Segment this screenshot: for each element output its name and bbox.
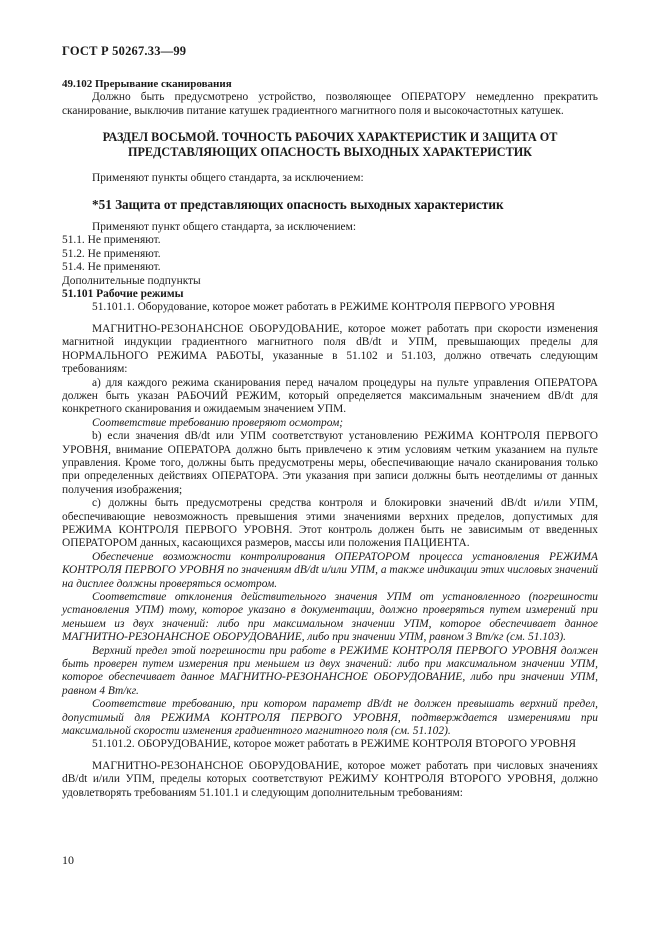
item-51-4: 51.4. Не применяют. — [62, 261, 161, 274]
clause-51-101-title: 51.101 Рабочие режимы — [62, 288, 184, 301]
additional-subclauses: Дополнительные подпункты — [62, 274, 201, 287]
mr-paragraph-2: МАГНИТНО-РЕЗОНАНСНОЕ ОБОРУДОВАНИЕ, которое может работать при числовых значениях dB/dt и/или УПМ, пределы которых соответствуют РЕЖИМУ КОНТРОЛЯ ВТОРОГО УРОВНЯ, должно удовлетворять требованиям 51.101.1 и следующим дополнительным требованиям: — [62, 759, 598, 799]
clause-51-intro: Применяют пункт общего стандарта, за исключением: — [92, 221, 356, 234]
page-number: 10 — [62, 853, 74, 867]
clause-51-title: *51 Защита от представляющих опасность выходных характеристик — [92, 196, 504, 212]
item-b: b) если значения dB/dt или УПМ соответствуют установлению РЕЖИМА КОНТРОЛЯ ПЕРВОГО УРОВНЯ, внимание ОПЕРАТОРА должно быть привлечено к этим условиям четким указанием на пульте управления. Кроме того, должны быть предусмотрены меры, обеспечивающие начало сканирования только при определенных действиях ОПЕРАТОРА. Эти указания при записи должны быть неотделимы от данных получения изображения; — [62, 430, 598, 496]
item-a-check: Соответствие требованию проверяют осмотром; — [92, 416, 344, 429]
item-a: a) для каждого режима сканирования перед началом процедуры на пульте управления ОПЕРАТОРА должен быть указан РАБОЧИЙ РЕЖИМ, который определяется максимальным значением dB/dt для конкретного сканирования и ожидаемым значением УПМ. — [62, 376, 598, 416]
document-header: ГОСТ Р 50267.33—99 — [62, 44, 187, 58]
italic-paragraph-2: Соответствие отклонения действительного значения УПМ от установленного (погрешности установления УПМ) тому, которое указано в документации, должно проверяться путем измерений при меньшем из двух значений: либо при максимальном значении УПМ, которое обеспечивает данное МАГНИТНО-РЕЗОНАНСНОЕ ОБОРУДОВАНИЕ, либо при значении УПМ, равном 3 Вт/кг (см. 51.103). — [62, 591, 598, 644]
clause-51-101-2: 51.101.2. ОБОРУДОВАНИЕ, которое может работать в РЕЖИМЕ КОНТРОЛЯ ВТОРОГО УРОВНЯ — [92, 738, 576, 751]
mr-paragraph-1: МАГНИТНО-РЕЗОНАНСНОЕ ОБОРУДОВАНИЕ, которое может работать при скорости изменения магнитной индукции градиентного магнитного поля dB/dt и УПМ, превышающих пределы для НОРМАЛЬНОГО РЕЖИМА РАБОТЫ, указанные в 51.102 и 51.103, должно отвечать следующим требованиям: — [62, 322, 598, 376]
italic-paragraph-3: Верхний предел этой погрешности при работе в РЕЖИМЕ КОНТРОЛЯ ПЕРВОГО УРОВНЯ должен быть проверен путем измерения при меньшем из двух значений: либо при максимальном значении УПМ, которое обеспечивает данное МАГНИТНО-РЕЗОНАНСНОЕ ОБОРУДОВАНИЕ, либо при значении УПМ, равном 4 Вт/кг. — [62, 644, 598, 697]
item-c: c) должны быть предусмотрены средства контроля и блокировки значений dB/dt и/или УПМ, обеспечивающие невозможность превышения этими значениями верхних пределов, допустимых для РЕЖИМА КОНТРОЛЯ ПЕРВОГО УРОВНЯ. Этот контроль должен быть не зависимым от введенных ОПЕРАТОРОМ данных, касающихся размеров, массы или положения ПАЦИЕНТА. — [62, 497, 598, 550]
clause-49-102-title: 49.102 Прерывание сканирования — [62, 78, 232, 90]
item-51-2: 51.2. Не применяют. — [62, 247, 161, 260]
section-title: РАЗДЕЛ ВОСЬМОЙ. ТОЧНОСТЬ РАБОЧИХ ХАРАКТЕРИСТИК И ЗАЩИТА ОТ ПРЕДСТАВЛЯЮЩИХ ОПАСНОСТЬ ВЫХОДНЫХ ХАРАКТЕРИСТИК — [102, 130, 558, 160]
section-intro: Применяют пункты общего стандарта, за исключением: — [92, 172, 364, 185]
italic-paragraph-1: Обеспечение возможности контролирования ОПЕРАТОРОМ процесса установления РЕЖИМА КОНТРОЛЯ ПЕРВОГО УРОВНЯ по значениям dB/dt и/или УПМ, а также индикации этих числовых значений на дисплее должны проверяться осмотром. — [62, 550, 598, 590]
clause-49-102-text: Должно быть предусмотрено устройство, позволяющее ОПЕРАТОРУ немедленно прекратить сканирование, выключив питание катушек градиентного магнитного поля и высокочастотных катушек. — [62, 91, 598, 117]
italic-paragraph-4: Соответствие требованию, при котором параметр dB/dt не должен превышать верхний предел, допустимый для РЕЖИМА КОНТРОЛЯ ПЕРВОГО УРОВНЯ, подтверждается измерениями при максимальной скорости изменения градиентного магнитного поля (см. 51.102). — [62, 698, 598, 738]
document-body — [62, 78, 598, 800]
item-51-1: 51.1. Не применяют. — [62, 234, 161, 247]
clause-51-101-1: 51.101.1. Оборудование, которое может работать в РЕЖИМЕ КОНТРОЛЯ ПЕРВОГО УРОВНЯ — [92, 301, 555, 314]
